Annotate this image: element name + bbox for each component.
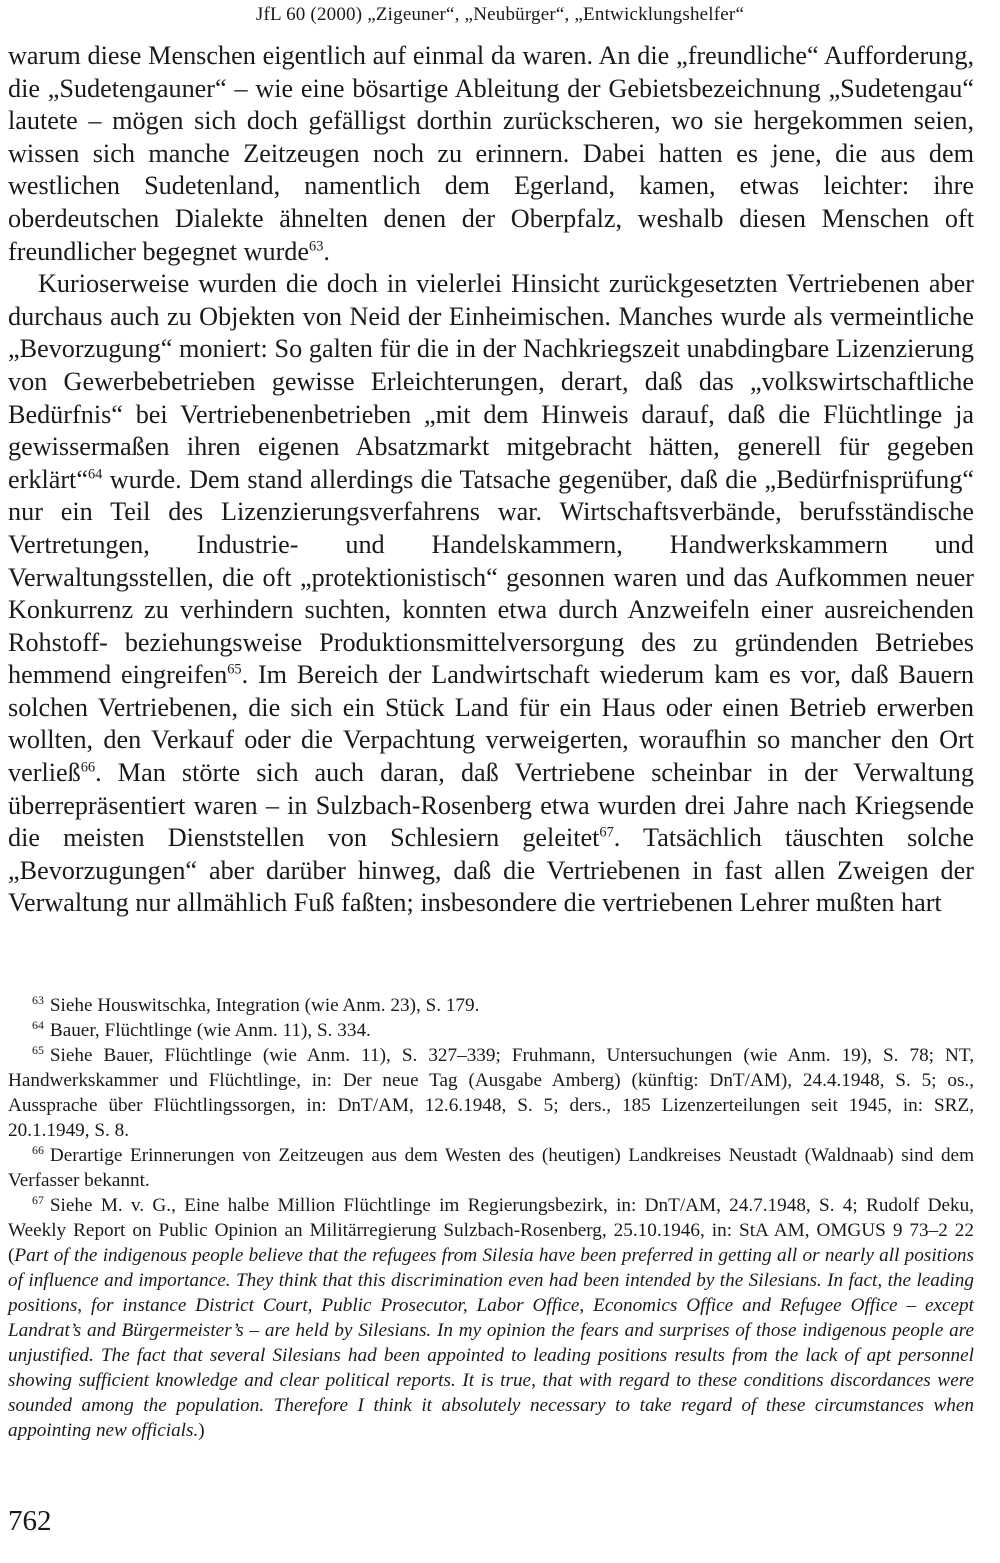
- text-segment: wurde. Dem stand allerdings die Tatsache gegenüber, daß die „Bedürfnisprüfung“ nur ein Teil des Lizenzierungsverfahrens war. Wirtschaftsverbände, berufsständische Vertretungen, Industrie- und Handelskammern, Handwerkskammern und Verwaltungsstellen, die oft „protektionistisch“ gesonnen waren und das Aufkommen neuer Konkurrenz zu verhindern suchten, konnten etwa durch Anzweifeln einer ausreichenden Rohstoff- beziehungsweise Produktionsmittelversorgung des zu gründenden Betriebes hemmend eingreifen: [8, 464, 974, 690]
- footnote-ref-66: 66: [80, 759, 96, 776]
- footnote-63: [8, 993, 974, 1018]
- footnote-67: [8, 1193, 974, 1443]
- page-number: 762: [8, 1505, 52, 1537]
- footnote-ref-65: 65: [227, 661, 242, 678]
- footnote-text: Bauer, Flüchtlinge (wie Anm. 11), S. 334.: [49, 1020, 371, 1041]
- text-segment: Kurioserweise wurden die doch in vielerlei Hinsicht zurückgesetzten Vertriebenen aber durchaus auch zu Objekten von Neid der Einheimischen. Manches wurde als vermeintliche „Bevorzugung“ moniert: So galten für die in der Nachkriegszeit unabdingbare Lizenzierung von Gewerbebetrieben gewisse Erleichterungen, derart, daß das „volkswirtschaftliche Bedürfnis“ bei Vertriebenenbetrieben „mit dem Hinweis darauf, daß die Flüchtlinge ja gewissermaßen ihren eigenen Absatzmarkt mitgebracht hätten, generell für gegeben erklärt“: [8, 269, 974, 494]
- footnotes: [8, 993, 974, 1443]
- text-segment: .: [323, 236, 330, 266]
- footnote-ref-63: 63: [309, 237, 324, 254]
- text-segment: . Im Bereich der Landwirtschaft wiederum kam es vor, daß Bauern solchen Vertriebenen, die sich ein Stück Land für ein Haus oder einen Betrieb erwerben wollten, den Verkauf oder die Verpachtung verweigerten, woraufhin so mancher den Ort verließ: [8, 660, 974, 788]
- footnote-66: [8, 1143, 974, 1193]
- footnote-number: 64: [32, 1017, 44, 1032]
- text-segment: . Man störte sich auch daran, daß Vertriebene scheinbar in der Verwaltung überrepräsentiert waren – in Sulzbach-Rosenberg etwa wurden drei Jahre nach Kriegsende die meisten Dienststellen von Schlesiern geleitet: [8, 758, 974, 853]
- footnote-64: [8, 1018, 974, 1043]
- main-text: [8, 40, 974, 920]
- footnote-65: [8, 1043, 974, 1143]
- footnote-number: 67: [32, 1192, 44, 1207]
- footnote-text: Derartige Erinnerungen von Zeitzeugen aus dem Westen des (heutigen) Landkreises Neustadt (Waldnaab) sind dem Verfasser bekannt.: [8, 1145, 974, 1191]
- text-segment: . Tatsächlich täuschten solche „Bevorzugungen“ aber darüber hinweg, daß die Vertriebenen in fast allen Zweigen der Verwaltung nur allmählich Fuß faßten; insbesondere die vertriebenen Lehrer mußten hart: [8, 823, 974, 918]
- footnote-number: 63: [32, 992, 44, 1007]
- footnote-text: Siehe Houswitschka, Integration (wie Anm. 23), S. 179.: [49, 995, 480, 1016]
- paragraph: [8, 40, 974, 268]
- footnote-text: Siehe M. v. G., Eine halbe Million Flüchtlinge im Regierungsbezirk, in: DnT/AM, 24.7.1948, S. 4; Rudolf Deku, Weekly Report on Public Opinion an Militärregierung Sulzbach-Rosenberg, 25.10.1946, in: StA AM, OMGUS 9 73–2 22 (: [8, 1195, 974, 1266]
- paragraph: [8, 268, 974, 920]
- footnote-number: 66: [32, 1142, 44, 1157]
- footnote-ref-64: 64: [87, 465, 103, 482]
- text-segment: warum diese Menschen eigentlich auf einmal da waren. An die „freundliche“ Aufforderung, die „Sudetengauner“ – wie eine bösartige Ableitung der Gebietsbezeichnung „Sudetengau“ lautete – mögen sich doch gefälligst dorthin zurückscheren, wo sie hergekommen seien, wissen sich manche Zeitzeugen noch zu erinnern. Dabei hatten es jene, die aus dem westlichen Sudetenland, namentlich dem Egerland, kamen, etwas leichter: ihre oberdeutschen Dialekte ähnelten denen der Oberpfalz, weshalb diesen Menschen oft freundlicher begegnet wurde: [8, 41, 974, 266]
- running-head: JfL 60 (2000) „Zigeuner“, „Neubürger“, „Entwicklungshelfer“: [255, 4, 745, 25]
- footnote-text: Siehe Bauer, Flüchtlinge (wie Anm. 11), S. 327–339; Fruhmann, Untersuchungen (wie Anm. 19), S. 78; NT, Handwerkskammer und Flüchtlinge, in: Der neue Tag (Ausgabe Amberg) (künftig: DnT/AM), 24.4.1948, S. 5; os., Aussprache über Flüchtlingssorgen, in: DnT/AM, 12.6.1948, S. 5; ders., 185 Lizenzerteilungen seit 1945, in: SRZ, 20.1.1949, S. 8.: [8, 1045, 974, 1141]
- footnote-quote: Part of the indigenous people believe that the refugees from Silesia have been preferred in getting all or nearly all positions of influence and importance. They think that this discrimination even had been intended by the Silesians. In fact, the leading positions, for instance District Court, Public Prosecutor, Labor Office, Economics Office and Refugee Office – except Landrat’s and Bürgermeister’s – are held by Silesians. In my opinion the fears and surprises of those indigenous people are unjustified. The fact that several Silesians had been appointed to leading positions results from the lack of apt personnel showing sufficient knowledge and clear political reports. It is true, that with regard to these conditions discordances were sounded among the population. Therefore I think it absolutely necessary to take regard of these circumstances when appointing new officials.: [8, 1245, 974, 1441]
- footnote-ref-67: 67: [599, 824, 614, 841]
- footnote-text-tail: ): [198, 1420, 205, 1441]
- footnote-number: 65: [32, 1042, 44, 1057]
